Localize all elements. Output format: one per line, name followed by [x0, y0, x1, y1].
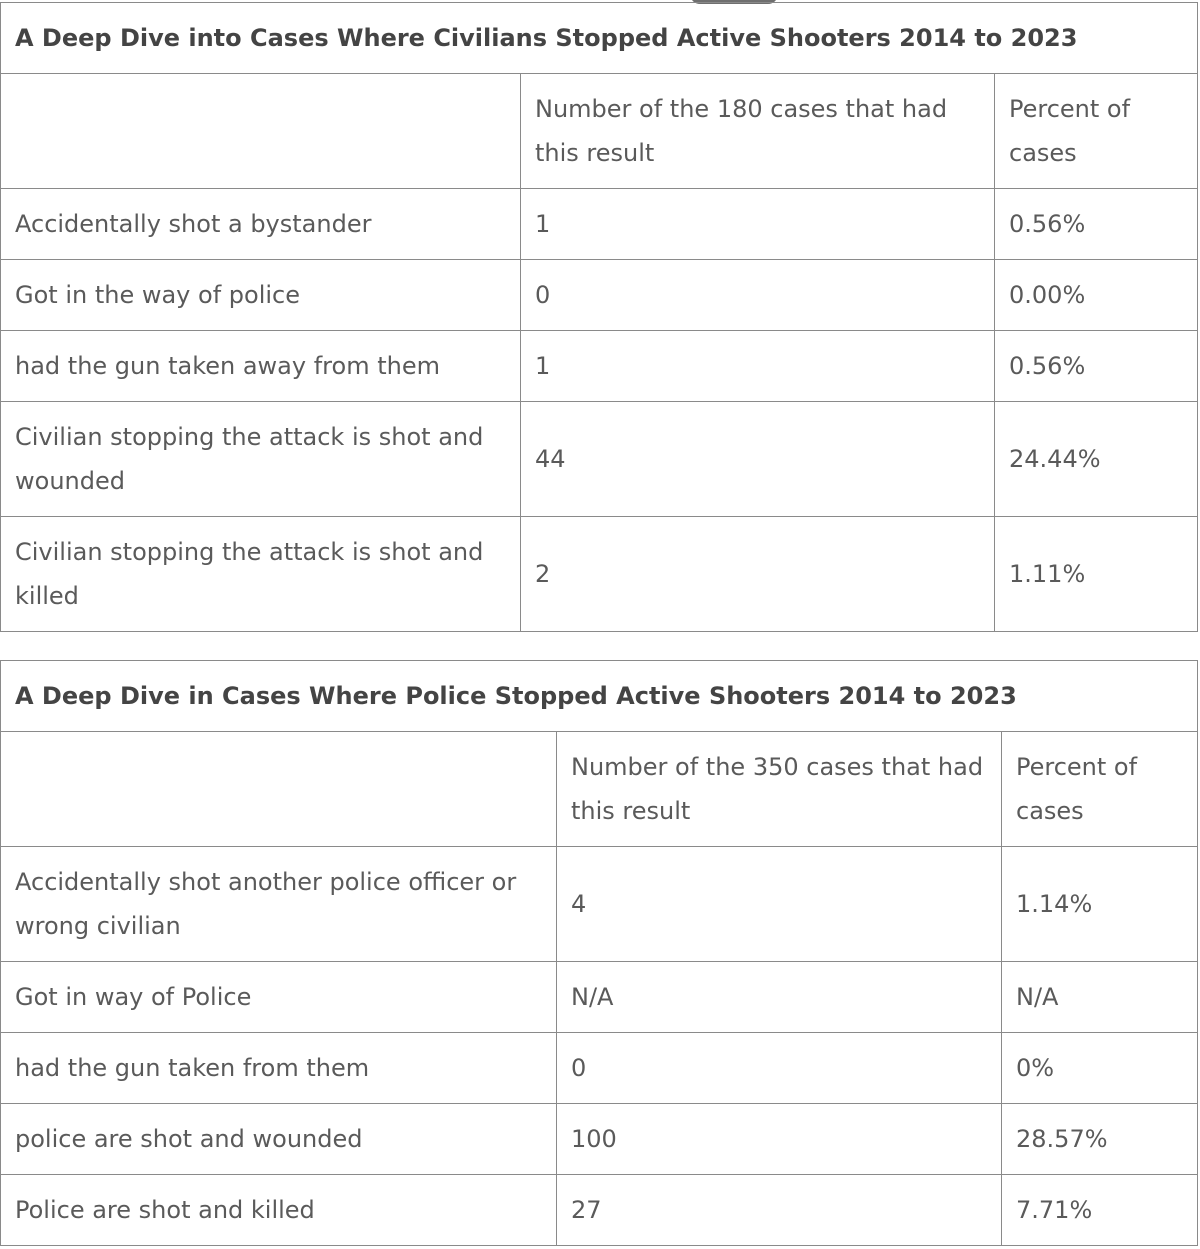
table-row	[1, 517, 1198, 632]
row-count: N/A	[557, 962, 1002, 1033]
row-percent: 7.71%	[1002, 1175, 1198, 1246]
row-label: Got in way of Police	[1, 962, 557, 1033]
civilian-table-title: A Deep Dive into Cases Where Civilians Stopped Active Shooters 2014 to 2023	[1, 3, 1198, 74]
row-count: 0	[557, 1033, 1002, 1104]
row-percent: 24.44%	[995, 402, 1198, 517]
row-label: Accidentally shot another police officer or wrong civilian	[1, 847, 557, 962]
header-percent-cell: Percent of cases	[1002, 732, 1198, 847]
row-percent: 1.14%	[1002, 847, 1198, 962]
table-row	[1, 1175, 1198, 1246]
row-percent: N/A	[1002, 962, 1198, 1033]
table-row	[1, 847, 1198, 962]
row-count: 0	[521, 260, 995, 331]
header-count-cell: Number of the 180 cases that had this result	[521, 74, 995, 189]
table-header-row	[1, 732, 1198, 847]
row-count: 1	[521, 189, 995, 260]
header-count-cell: Number of the 350 cases that had this result	[557, 732, 1002, 847]
row-label: Police are shot and killed	[1, 1175, 557, 1246]
row-count: 100	[557, 1104, 1002, 1175]
row-percent: 28.57%	[1002, 1104, 1198, 1175]
table-row	[1, 189, 1198, 260]
header-percent-cell: Percent of cases	[995, 74, 1198, 189]
row-label: had the gun taken from them	[1, 1033, 557, 1104]
table-row	[1, 1033, 1198, 1104]
row-count: 4	[557, 847, 1002, 962]
row-label: Accidentally shot a bystander	[1, 189, 521, 260]
table-row	[1, 962, 1198, 1033]
row-label: Civilian stopping the attack is shot and wounded	[1, 402, 521, 517]
police-table-title: A Deep Dive in Cases Where Police Stopped Active Shooters 2014 to 2023	[1, 661, 1198, 732]
row-count: 44	[521, 402, 995, 517]
header-label-cell	[1, 74, 521, 189]
table-row	[1, 260, 1198, 331]
table-title-row	[1, 3, 1198, 74]
row-percent: 0%	[1002, 1033, 1198, 1104]
row-count: 2	[521, 517, 995, 632]
row-label: Civilian stopping the attack is shot and killed	[1, 517, 521, 632]
table-row	[1, 1104, 1198, 1175]
row-count: 27	[557, 1175, 1002, 1246]
row-percent: 0.56%	[995, 331, 1198, 402]
header-label-cell	[1, 732, 557, 847]
row-percent: 0.56%	[995, 189, 1198, 260]
row-percent: 0.00%	[995, 260, 1198, 331]
civilian-stops-table	[0, 2, 1198, 632]
row-label: police are shot and wounded	[1, 1104, 557, 1175]
row-count: 1	[521, 331, 995, 402]
row-percent: 1.11%	[995, 517, 1198, 632]
table-header-row	[1, 74, 1198, 189]
table-title-row	[1, 661, 1198, 732]
row-label: Got in the way of police	[1, 260, 521, 331]
row-label: had the gun taken away from them	[1, 331, 521, 402]
table-row	[1, 331, 1198, 402]
table-row	[1, 402, 1198, 517]
police-stops-table	[0, 660, 1198, 1246]
